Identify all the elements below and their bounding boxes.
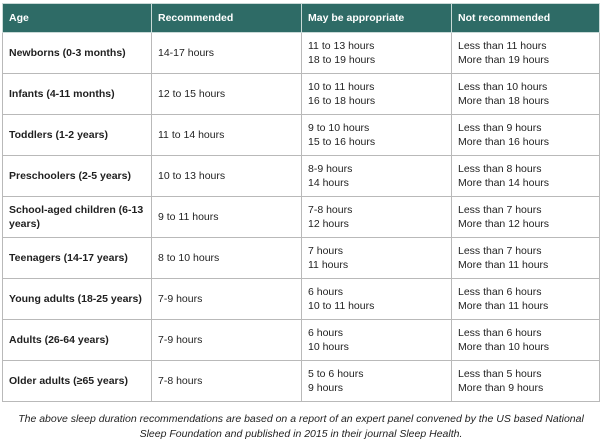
recommended-cell: 10 to 13 hours (152, 156, 302, 197)
age-group-cell: Adults (26-64 years) (3, 320, 152, 361)
table-row (3, 33, 600, 74)
not-recommended-cell (452, 74, 600, 115)
may-be-appropriate-line: 6 hours (308, 286, 344, 298)
table-row (3, 238, 600, 279)
recommended-cell: 14-17 hours (152, 33, 302, 74)
may-be-appropriate-cell (302, 33, 452, 74)
header-may-be-appropriate: May be appropriate (302, 4, 452, 33)
age-group-cell: Young adults (18-25 years) (3, 279, 152, 320)
may-be-appropriate-cell (302, 115, 452, 156)
not-recommended-cell (452, 238, 600, 279)
not-recommended-line: More than 10 hours (458, 341, 550, 353)
table-header-row (3, 4, 600, 33)
may-be-appropriate-line: 10 hours (308, 341, 349, 353)
table-row (3, 115, 600, 156)
may-be-appropriate-line: 10 to 11 hours (308, 81, 375, 93)
may-be-appropriate-cell (302, 361, 452, 402)
recommended-cell: 11 to 14 hours (152, 115, 302, 156)
header-age: Age (3, 4, 152, 33)
age-group-cell: Preschoolers (2-5 years) (3, 156, 152, 197)
not-recommended-cell (452, 361, 600, 402)
recommended-cell: 9 to 11 hours (152, 197, 302, 238)
age-group-cell: School-aged children (6-13 years) (3, 197, 152, 238)
may-be-appropriate-cell (302, 156, 452, 197)
may-be-appropriate-cell (302, 74, 452, 115)
may-be-appropriate-line: 5 to 6 hours (308, 368, 364, 380)
may-be-appropriate-line: 18 to 19 hours (308, 54, 376, 66)
recommended-cell: 8 to 10 hours (152, 238, 302, 279)
not-recommended-line: Less than 11 hours (458, 40, 547, 52)
age-group-cell: Toddlers (1-2 years) (3, 115, 152, 156)
not-recommended-cell (452, 320, 600, 361)
table-row (3, 279, 600, 320)
age-group-cell: Infants (4-11 months) (3, 74, 152, 115)
not-recommended-cell (452, 33, 600, 74)
may-be-appropriate-line: 6 hours (308, 327, 344, 339)
sleep-recommendations-table (2, 3, 600, 402)
may-be-appropriate-line: 9 hours (308, 382, 344, 394)
recommended-cell: 7-8 hours (152, 361, 302, 402)
may-be-appropriate-line: 10 to 11 hours (308, 300, 375, 312)
age-group-cell: Newborns (0-3 months) (3, 33, 152, 74)
may-be-appropriate-line: 11 hours (308, 259, 349, 271)
table-row (3, 361, 600, 402)
age-group-cell: Teenagers (14-17 years) (3, 238, 152, 279)
not-recommended-line: More than 9 hours (458, 382, 544, 394)
table-caption: The above sleep duration recommendations are based on a report of an expert panel convened by the US based National Sleep Foundation and published in 2015 in their journal Sleep Health. (18, 413, 584, 440)
table-row (3, 156, 600, 197)
not-recommended-cell (452, 197, 600, 238)
not-recommended-line: Less than 7 hours (458, 245, 542, 257)
recommended-cell: 7-9 hours (152, 320, 302, 361)
recommended-cell: 12 to 15 hours (152, 74, 302, 115)
not-recommended-line: More than 11 hours (458, 259, 549, 271)
not-recommended-line: Less than 6 hours (458, 327, 542, 339)
not-recommended-line: Less than 9 hours (458, 122, 542, 134)
not-recommended-cell (452, 115, 600, 156)
not-recommended-line: More than 19 hours (458, 54, 550, 66)
header-recommended: Recommended (152, 4, 302, 33)
table-row (3, 74, 600, 115)
header-not-recommended: Not recommended (452, 4, 600, 33)
may-be-appropriate-line: 11 to 13 hours (308, 40, 375, 52)
not-recommended-line: Less than 8 hours (458, 163, 542, 175)
may-be-appropriate-line: 15 to 16 hours (308, 136, 376, 148)
may-be-appropriate-line: 9 to 10 hours (308, 122, 370, 134)
may-be-appropriate-cell (302, 238, 452, 279)
not-recommended-line: Less than 7 hours (458, 204, 542, 216)
may-be-appropriate-line: 7-8 hours (308, 204, 353, 216)
not-recommended-cell (452, 156, 600, 197)
not-recommended-line: More than 16 hours (458, 136, 550, 148)
recommended-cell: 7-9 hours (152, 279, 302, 320)
may-be-appropriate-line: 14 hours (308, 177, 349, 189)
not-recommended-line: More than 14 hours (458, 177, 550, 189)
may-be-appropriate-cell (302, 197, 452, 238)
may-be-appropriate-cell (302, 279, 452, 320)
not-recommended-line: More than 18 hours (458, 95, 550, 107)
age-group-cell: Older adults (≥65 years) (3, 361, 152, 402)
table-row (3, 320, 600, 361)
not-recommended-cell (452, 279, 600, 320)
not-recommended-line: More than 12 hours (458, 218, 550, 230)
may-be-appropriate-cell (302, 320, 452, 361)
may-be-appropriate-line: 8-9 hours (308, 163, 353, 175)
not-recommended-line: Less than 10 hours (458, 81, 548, 93)
not-recommended-line: More than 11 hours (458, 300, 549, 312)
not-recommended-line: Less than 5 hours (458, 368, 542, 380)
may-be-appropriate-line: 7 hours (308, 245, 344, 257)
may-be-appropriate-line: 12 hours (308, 218, 349, 230)
table-row (3, 197, 600, 238)
may-be-appropriate-line: 16 to 18 hours (308, 95, 376, 107)
not-recommended-line: Less than 6 hours (458, 286, 542, 298)
